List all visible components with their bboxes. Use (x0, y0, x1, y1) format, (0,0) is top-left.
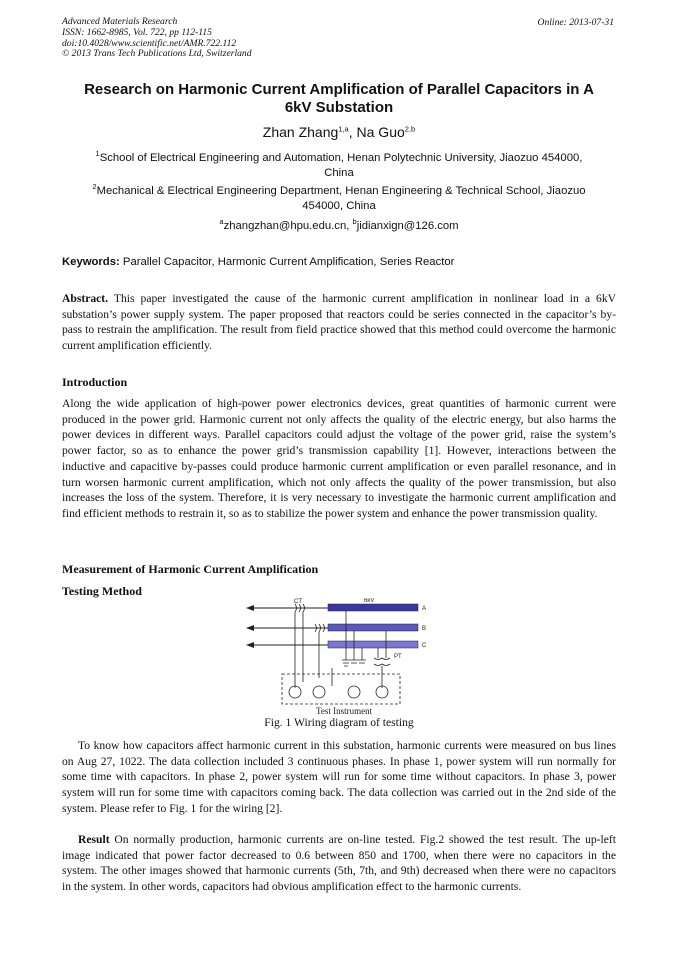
author-superscript: 2,b (404, 124, 416, 134)
title-line-2: 6kV Substation (284, 99, 394, 116)
affiliation-superscript: 2 (92, 182, 97, 192)
result-paragraph (62, 832, 616, 895)
abstract-text: This paper investigated the cause of the harmonic current amplification in nonlinear load in a 6kV substation’s power supply system. The paper proposed that reactors could be series connected in the capacitor’s by-pass to restrain the amplification. The result from field practice showed that this method could overcome the harmonic current amplification efficiently. (62, 292, 616, 353)
testing-paragraph: To know how capacitors affect harmonic current in this substation, harmonic currents were measured on bus lines on Aug 27, 1022. The data collection included 3 continuous phases. In phase 1, power system will run normally for some time with capacitors. In phase 2, power system will run for some time without capacitors. In phase 3, power system will run for some time with capacitors coming back. The data collection was carried out in the 2nd side of the system. Please refer to Fig. 1 for the wiring [2]. (62, 739, 616, 815)
busbar-b (328, 624, 418, 631)
author-name: Zhan Zhang (262, 124, 339, 140)
author-list (62, 124, 616, 140)
author-superscript: 1,a (338, 124, 349, 134)
ct-label: CT (294, 599, 302, 605)
subsection-heading-testing-method: Testing Method (62, 584, 142, 598)
pt-label: PT (394, 654, 402, 660)
result-label: Result (78, 833, 110, 846)
current-transformer-icon (295, 604, 325, 688)
busbar-c (328, 641, 418, 648)
busbar-a (328, 604, 418, 611)
instrument-inputs (289, 686, 388, 698)
keywords-label: Keywords: (62, 256, 120, 268)
section-heading-introduction: Introduction (62, 375, 128, 389)
online-date: Online: 2013-07-31 (537, 17, 614, 28)
phase-label-c: C (422, 643, 427, 649)
affiliation-text: 454000, China (302, 200, 376, 212)
abstract-label: Abstract. (62, 292, 109, 305)
affiliation-text: Mechanical & Electrical Engineering Department, Henan Engineering & Technical School, Jiaozuo (96, 185, 586, 197)
affiliation-text: China (324, 167, 354, 179)
author-emails (62, 217, 616, 232)
doi-line: doi:10.4028/www.scientific.net/AMR.722.112 (62, 37, 237, 49)
paper-title (62, 81, 616, 117)
bus-taps (346, 611, 386, 660)
title-line-1: Research on Harmonic Current Amplification of Parallel Capacitors in A (84, 81, 594, 98)
email-link[interactable]: jidianxign@126.com (356, 220, 459, 232)
author-separator: , (348, 124, 357, 140)
figure-caption: Fig. 1 Wiring diagram of testing (264, 716, 414, 729)
affiliation-1 (62, 151, 616, 181)
email-link[interactable]: zhangzhan@hpu.edu.cn (223, 220, 347, 232)
email-separator: , (346, 220, 353, 232)
abstract (62, 291, 616, 354)
keywords-text: Parallel Capacitor, Harmonic Current Amplification, Series Reactor (119, 256, 455, 268)
email-superscript: b (352, 217, 357, 227)
voltage-label: 6kV (364, 598, 375, 604)
introduction-paragraph: Along the wide application of high-power power electronics devices, great quantities of harmonic current were produced in the power grid. Harmonic current not only affects the quality of the electric energy, but also harms the power devices in different ways. Parallel capacitors could adjust the voltage of the power grid, raise the system’s power factor, so as to enhance the power grid’s transmission capability [1]. However, interactions between the inductive and capacitive by-passes could produce harmonic current amplification or even parallel resonance, and in turn worsen harmonic current amplification, which not only affects the quality of the power transmission, but also increases the loss of the system. Therefore, it is very necessary to investigate the harmonic current amplification and find efficient methods to restrain it, so as to stabilize the power system and enhance the power transmission quality. (62, 397, 616, 520)
arrow-icon (246, 605, 254, 648)
wiring-diagram-figure (232, 598, 446, 716)
potential-transformer-icon (332, 658, 390, 688)
phase-label-b: B (422, 626, 427, 632)
copyright-line: © 2013 Trans Tech Publications Ltd, Switzerland (62, 48, 252, 60)
affiliation-superscript: 1 (95, 149, 100, 159)
issn-line: ISSN: 1662-8985, Vol. 722, pp 112-115 (62, 26, 212, 38)
author-name: Na Guo (356, 124, 405, 140)
section-heading-measurement: Measurement of Harmonic Current Amplification (62, 562, 319, 576)
email-superscript: a (219, 217, 224, 227)
test-instrument-label: Test Instrument (316, 706, 373, 716)
journal-header (62, 17, 252, 60)
result-text: On normally production, harmonic currents are on-line tested. Fig.2 showed the test result. The up-left image indicated that power factor decreased to 0.6 between 850 and 1700, when there were no capacitors in the system. The other images showed that harmonic currents (5th, 7th, and 9th) decreased when there were no capacitors in the system. In other words, capacitors had obvious amplification effect to the harmonic currents. (62, 833, 616, 894)
ground-icon (342, 660, 366, 666)
affiliation-text: School of Electrical Engineering and Automation, Henan Polytechnic University, Jiaozuo 454000, (99, 152, 583, 164)
journal-name: Advanced Materials Research (62, 16, 178, 27)
phase-label-a: A (422, 606, 427, 612)
keywords (62, 256, 616, 268)
affiliation-2 (62, 184, 616, 214)
